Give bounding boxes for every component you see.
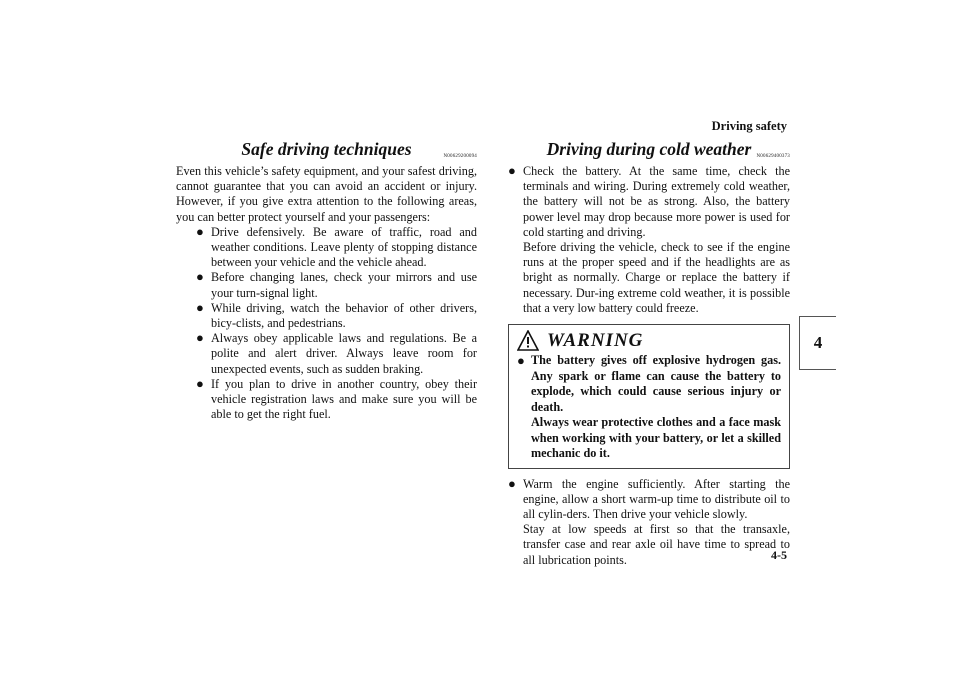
bullet-icon: ● (508, 475, 516, 491)
left-column (176, 138, 477, 422)
warm-engine-text-2: Stay at low speeds at first so that the transaxle, transfer case and rear axle oil have time to spread to all lubrication points. (523, 522, 790, 567)
section-title-cold-weather: Driving during cold weather (546, 139, 752, 159)
warning-text: The battery gives off explosive hydrogen gas. Any spark or flame can cause the battery to explode, which could cause serious injury or death. (531, 353, 781, 414)
list-item: ● If you plan to drive in another country, obey their vehicle registration laws and make sure you will be able to get the right fuel. (196, 375, 477, 422)
warning-list (517, 353, 781, 462)
cold-weather-list-1 (508, 164, 790, 316)
list-item (517, 353, 781, 462)
bullet-icon: ● (196, 375, 204, 391)
list-item (508, 477, 790, 568)
bullet-icon: ● (517, 353, 525, 369)
section-code: N00629400373 (756, 153, 790, 159)
section-code: N00629200094 (443, 153, 477, 159)
cold-weather-list-2 (508, 477, 790, 568)
safe-driving-list (176, 225, 477, 423)
warning-header (517, 329, 781, 353)
warning-title: WARNING (547, 330, 644, 352)
chapter-tab: 4 (799, 316, 836, 370)
right-title-row (508, 138, 790, 164)
bullet-icon: ● (196, 223, 204, 239)
list-item: ● While driving, watch the behavior of other drivers, bicy-clists, and pedestrians. (196, 299, 477, 331)
list-item (508, 164, 790, 316)
right-column (508, 138, 790, 568)
page-number: 4-5 (771, 548, 787, 562)
left-title-row (176, 138, 477, 164)
battery-check-text: Check the battery. At the same time, check the terminals and wiring. During extremely cold weather, the battery will not be as strong. Also, the battery power level may drop because more power is used for cold starting and driving. (523, 164, 790, 239)
bullet-icon: ● (508, 163, 516, 178)
warning-triangle-icon (517, 330, 539, 352)
section-header: Driving safety (711, 119, 787, 133)
list-item: ● Always obey applicable laws and regulations. Be a polite and alert driver. Always leave room for unexpected events, such as sudden braking. (196, 330, 477, 376)
bullet-icon: ● (196, 330, 204, 346)
intro-paragraph: Even this vehicle’s safety equipment, and your safest driving, cannot guarantee that you can avoid an accident or injury. However, if you give extra attention to the following areas, you can better protect yourself and your passengers: (176, 164, 477, 224)
warning-box (508, 324, 790, 469)
battery-check-text-2: Before driving the vehicle, check to see if the engine runs at the proper speed and if the headlights are as bright as normally. Charge or replace the battery if necessary. Dur-ing extreme cold weather, it is possible that a very low battery could freeze. (523, 240, 790, 315)
bullet-icon: ● (196, 269, 204, 285)
section-title-safe-driving: Safe driving techniques (241, 139, 412, 159)
bullet-icon: ● (196, 299, 204, 315)
list-item: ● Before changing lanes, check your mirrors and use your turn-signal light. (196, 269, 477, 300)
warning-text-2: Always wear protective clothes and a face mask when working with your battery, or let a skilled mechanic do it. (531, 415, 781, 461)
list-item: ● Drive defensively. Be aware of traffic, road and weather conditions. Leave plenty of stopping distance between your vehicle and the vehicle ahead. (196, 223, 477, 270)
warm-engine-text: Warm the engine sufficiently. After starting the engine, allow a short warm-up time to distribute oil to all cylin-ders. Then drive your vehicle slowly. (523, 476, 790, 521)
